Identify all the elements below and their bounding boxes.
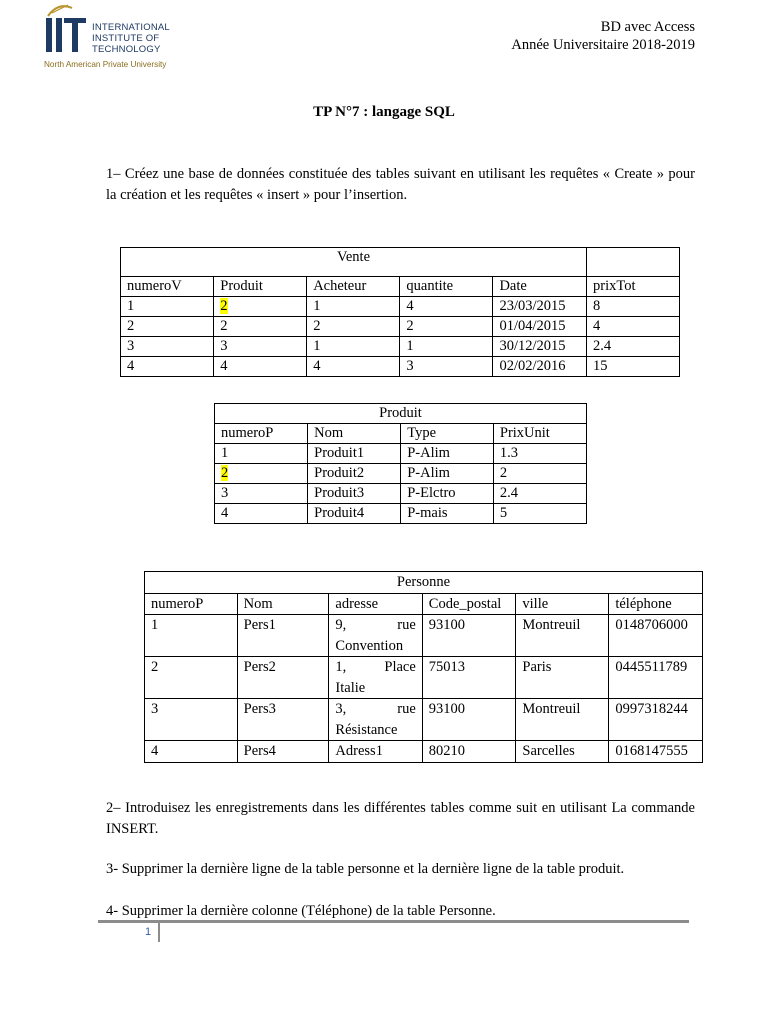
table-row — [215, 504, 587, 524]
column-header: quantite — [400, 277, 493, 297]
table-row — [215, 484, 587, 504]
table-cell: 4 — [307, 357, 400, 377]
table-header-row — [215, 424, 587, 444]
table-cell: Pers2 — [237, 657, 329, 699]
highlighted-value: 2 — [220, 298, 228, 314]
table-cell: 4 — [121, 357, 214, 377]
table-cell: 4 — [214, 357, 307, 377]
table-cell: 4 — [587, 317, 680, 337]
page-title: TP N°7 : langage SQL — [313, 104, 455, 120]
address-word: Place — [384, 659, 416, 675]
table-cell: Pers4 — [237, 741, 329, 763]
table-row — [145, 699, 703, 741]
table-cell: 0168147555 — [609, 741, 703, 763]
column-header: Code_postal — [422, 593, 516, 615]
table-cell: 93100 — [422, 615, 516, 657]
vente-caption: Vente — [121, 248, 587, 277]
table-cell: 1 — [121, 297, 214, 317]
table-cell: 2.4 — [587, 337, 680, 357]
course-name: BD avec Access — [600, 19, 695, 35]
table-cell: Produit3 — [308, 484, 401, 504]
column-header: Produit — [214, 277, 307, 297]
table-cell: 2 — [145, 657, 238, 699]
table-row — [215, 444, 587, 464]
table-cell: 2 — [400, 317, 493, 337]
column-header: Acheteur — [307, 277, 400, 297]
table-cell — [215, 464, 308, 484]
table-cell: Sarcelles — [516, 741, 609, 763]
table-cell: 80210 — [422, 741, 516, 763]
personne-caption: Personne — [145, 572, 703, 594]
column-header: PrixUnit — [493, 424, 586, 444]
column-header: numeroP — [215, 424, 308, 444]
page-number: 1 — [145, 926, 152, 938]
table-cell: 3 — [145, 699, 238, 741]
table-cell: 15 — [587, 357, 680, 377]
logo-org-name: INTERNATIONAL INSTITUTE OF TECHNOLOGY — [92, 22, 170, 55]
table-cell: 75013 — [422, 657, 516, 699]
table-cell: Paris — [516, 657, 609, 699]
table-cell: 4 — [145, 741, 238, 763]
column-header: Nom — [308, 424, 401, 444]
column-header: numeroP — [145, 593, 238, 615]
table-cell: 0997318244 — [609, 699, 703, 741]
produit-caption: Produit — [215, 404, 587, 424]
table-row — [145, 741, 703, 763]
table-cell: 2 — [493, 464, 586, 484]
table-cell: 1 — [215, 444, 308, 464]
table-row — [145, 657, 703, 699]
table-cell: 2 — [214, 317, 307, 337]
address-word: rue — [397, 701, 416, 717]
logo-tagline: North American Private University — [44, 60, 167, 69]
table-row — [215, 464, 587, 484]
question-3: 3- Supprimer la dernière ligne de la table personne et la dernière ligne de la table produit. — [106, 861, 625, 877]
table-cell: 5 — [493, 504, 586, 524]
question-2: 2– Introduisez les enregistrements dans les différentes tables comme suit en utilisant La commande INSERT. — [106, 800, 695, 837]
table-cell: 3 — [214, 337, 307, 357]
address-word: rue — [397, 617, 416, 633]
logo-emblem-icon — [42, 2, 94, 58]
table-header-row — [145, 593, 703, 615]
table-cell: P-mais — [401, 504, 494, 524]
table-cell: 4 — [215, 504, 308, 524]
table-cell: 1 — [145, 615, 238, 657]
table-row — [121, 297, 680, 317]
table-cell: 3 — [121, 337, 214, 357]
table-cell: 2 — [121, 317, 214, 337]
vente-table — [120, 247, 680, 377]
address-word: Convention — [335, 637, 404, 654]
column-header: Date — [493, 277, 587, 297]
address-cell — [329, 741, 422, 763]
document-header — [511, 18, 695, 54]
table-cell: Montreuil — [516, 615, 609, 657]
table-cell: Pers3 — [237, 699, 329, 741]
address-word: Résistance — [335, 721, 398, 738]
column-header: Nom — [237, 593, 329, 615]
table-cell: P-Alim — [401, 444, 494, 464]
address-word: Italie — [335, 679, 366, 696]
highlighted-value: 2 — [221, 465, 229, 481]
produit-table — [214, 403, 587, 524]
address-word: 3, — [335, 701, 347, 717]
table-row — [121, 337, 680, 357]
table-cell: Pers1 — [237, 615, 329, 657]
table-row — [145, 615, 703, 657]
column-header: téléphone — [609, 593, 703, 615]
table-cell: 0445511789 — [609, 657, 703, 699]
table-cell: Produit2 — [308, 464, 401, 484]
table-cell: 0148706000 — [609, 615, 703, 657]
page-number-bar — [158, 922, 160, 942]
table-cell: 2 — [307, 317, 400, 337]
address-word: 9, — [335, 617, 347, 633]
address-cell — [329, 615, 422, 657]
table-cell: 1 — [400, 337, 493, 357]
table-cell: 23/03/2015 — [493, 297, 587, 317]
question-1: 1– Créez une base de données constituée des tables suivant en utilisant les requêtes « Create » pour la création et les requêtes « insert » pour l’insertion. — [106, 166, 695, 203]
question-4: 4- Supprimer la dernière colonne (Téléphone) de la table Personne. — [106, 903, 496, 919]
table-cell: P-Elctro — [401, 484, 494, 504]
iit-logo — [42, 2, 172, 72]
table-row — [121, 357, 680, 377]
table-cell: 1.3 — [493, 444, 586, 464]
column-header: Type — [401, 424, 494, 444]
table-cell — [214, 297, 307, 317]
footer-divider — [98, 920, 689, 923]
table-cell: 3 — [215, 484, 308, 504]
table-cell: 8 — [587, 297, 680, 317]
table-cell-blank — [587, 248, 680, 277]
table-cell: 2.4 — [493, 484, 586, 504]
address-word: Adress1 — [335, 743, 383, 759]
table-cell: 1 — [307, 297, 400, 317]
table-cell: 30/12/2015 — [493, 337, 587, 357]
table-cell: Montreuil — [516, 699, 609, 741]
table-cell: 93100 — [422, 699, 516, 741]
table-cell: 01/04/2015 — [493, 317, 587, 337]
table-cell: 3 — [400, 357, 493, 377]
table-cell: Produit1 — [308, 444, 401, 464]
table-cell: P-Alim — [401, 464, 494, 484]
address-word: 1, — [335, 659, 347, 675]
table-cell: 1 — [307, 337, 400, 357]
column-header: adresse — [329, 593, 422, 615]
table-header-row — [121, 277, 680, 297]
personne-table — [144, 571, 703, 763]
address-cell — [329, 657, 422, 699]
table-row — [121, 317, 680, 337]
column-header: ville — [516, 593, 609, 615]
address-cell — [329, 699, 422, 741]
academic-year: Année Universitaire 2018-2019 — [511, 37, 695, 53]
table-cell: Produit4 — [308, 504, 401, 524]
table-cell: 4 — [400, 297, 493, 317]
column-header: numeroV — [121, 277, 214, 297]
table-cell: 02/02/2016 — [493, 357, 587, 377]
column-header: prixTot — [587, 277, 680, 297]
